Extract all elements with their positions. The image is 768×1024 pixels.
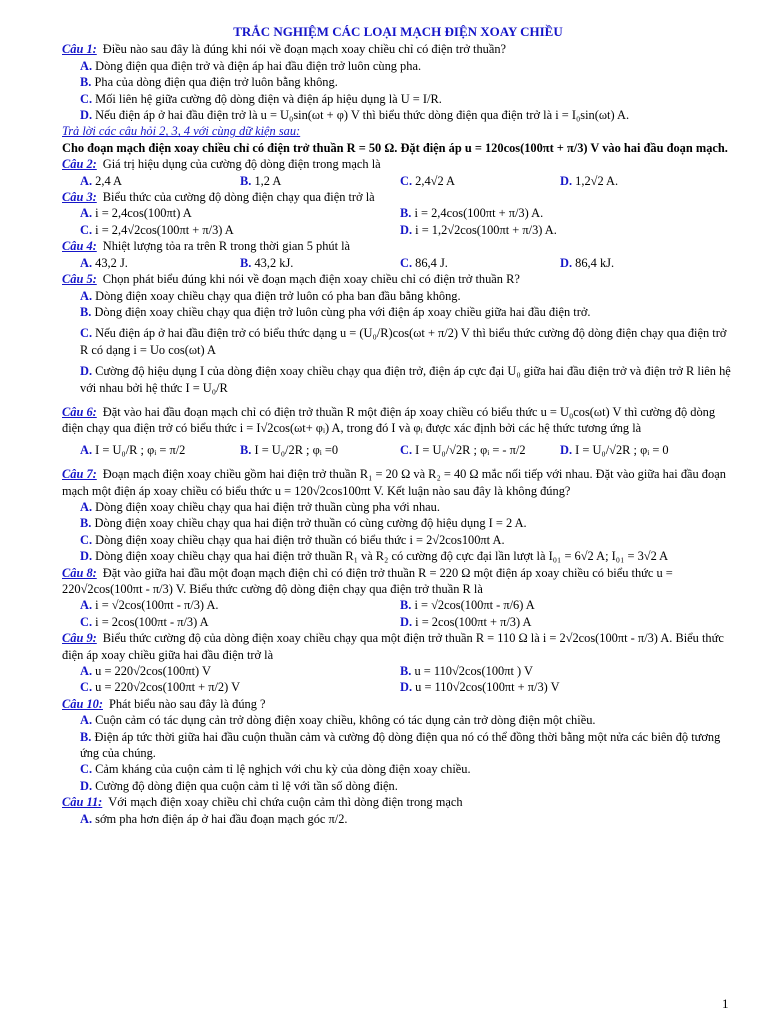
option-label: D. — [80, 778, 93, 793]
option-text: Dòng điện xoay chiều chạy qua hai điện trở thuần cùng pha với nhau. — [95, 499, 440, 514]
option-label: B. — [80, 75, 92, 90]
question-text: Nhiệt lượng tỏa ra trên R trong thời gian 5 phút là — [102, 239, 351, 254]
option-label: D. — [80, 549, 93, 564]
shared-data-note: Trả lời các câu hỏi 2, 3, 4 với cùng dữ kiện sau: — [62, 124, 301, 139]
option-text: Dòng điện xoay chiều chạy qua điện trở luôn cùng pha với điện áp xoay chiều giữa hai đầu điện trở. — [94, 304, 591, 319]
option-5b — [62, 304, 734, 320]
option-label: A. — [80, 664, 93, 679]
option-label: C. — [400, 442, 413, 457]
question-text: Phát biểu nào sau đây là đúng ? — [108, 696, 266, 711]
question-text: Giá trị hiệu dụng của cường độ dòng điện trong mạch là — [102, 157, 381, 172]
option-text: Nếu điện áp ở hai đầu điện trở là u = U₀sin(ωt + φ) V thì biểu thức dòng điện qua điện trở là i = I₀sin(ωt) A. — [95, 108, 630, 123]
option-label: A. — [80, 713, 93, 728]
option-text: 43,2 J. — [95, 255, 128, 270]
option-label: A. — [80, 206, 93, 221]
option-text: Dòng điện xoay chiều chạy qua hai điện trở thuần có biểu thức i = 2√2cos100πt A. — [95, 532, 505, 547]
option-text: 1,2√2 A. — [575, 173, 619, 188]
option-text: I = U₀/2R ; φᵢ =0 — [254, 442, 339, 457]
option-label: B. — [400, 206, 412, 221]
option-text: i = 2,4cos(100πt + π/3) A. — [414, 206, 544, 221]
options-row — [62, 663, 734, 679]
option-label: B. — [240, 255, 252, 270]
option-8a — [80, 597, 400, 613]
options-row — [62, 679, 734, 695]
option-text: i = 1,2√2cos(100πt + π/3) A. — [415, 222, 557, 237]
question-text: Biểu thức của cường độ dòng điện chạy qua điện trở là — [102, 190, 375, 205]
spacer — [62, 396, 734, 404]
option-4c — [400, 255, 560, 271]
question-number: Câu 2: — [62, 157, 97, 172]
options-row — [62, 442, 734, 458]
option-5d — [62, 363, 734, 396]
option-6c — [400, 442, 560, 458]
options-row — [62, 205, 734, 221]
question-5 — [62, 271, 734, 287]
options-row — [62, 173, 734, 189]
option-text: Điện áp tức thời giữa hai đầu cuộn thuần cảm và cường độ dòng điện qua nó có thể đồng thời bằng một nửa các biên độ tương ứng của chúng. — [80, 729, 721, 761]
option-1d — [62, 107, 734, 123]
option-2b — [240, 173, 400, 189]
page-number: 1 — [722, 996, 729, 1011]
option-text: u = 110√2cos(100πt + π/3) V — [415, 680, 560, 695]
option-text: I = U₀/R ; φᵢ = π/2 — [95, 442, 186, 457]
option-text: 1,2 A — [254, 173, 282, 188]
option-text: Cường độ dòng điện qua cuộn cảm tỉ lệ với tần số dòng điện. — [95, 778, 398, 793]
question-number: Câu 7: — [62, 467, 97, 482]
option-1a — [62, 58, 734, 74]
option-label: C. — [400, 255, 413, 270]
option-label: C. — [80, 222, 93, 237]
option-7c — [62, 532, 734, 548]
option-text: i = 2cos(100πt - π/3) A — [95, 614, 209, 629]
option-label: B. — [80, 516, 92, 531]
option-2c — [400, 173, 560, 189]
options-row — [62, 597, 734, 613]
question-10 — [62, 696, 734, 712]
option-text: I = U₀/√2R ; φᵢ = 0 — [575, 442, 669, 457]
option-10c — [62, 761, 734, 777]
question-text: Đoạn mạch điện xoay chiều gồm hai điện trở thuần R₁ = 20 Ω và R₂ = 40 Ω mắc nối tiếp với nhau. Đặt vào giữa hai đầu đoạn mạch một điện áp xoay chiều có biểu thức u = 120√2cos100πt V. Kết luận nào sau đây là không đúng? — [62, 467, 726, 498]
option-6d — [560, 442, 720, 458]
option-text: i = 2cos(100πt + π/3) A — [415, 614, 532, 629]
page-title: TRẮC NGHIỆM CÁC LOẠI MẠCH ĐIỆN XOAY CHIỀU — [233, 24, 563, 39]
option-3c — [80, 222, 400, 238]
option-4b — [240, 255, 400, 271]
option-11a — [62, 811, 734, 827]
option-text: Nếu điện áp ở hai đầu điện trở có biểu thức dạng u = (U₀/R)cos(ωt + π/2) V thì biểu thức cường độ dòng điện chạy qua điện trở R có dạng i = Uo cos(ωt) A — [80, 326, 727, 357]
question-8 — [62, 565, 734, 598]
option-label: B. — [80, 729, 92, 744]
options-row — [62, 222, 734, 238]
option-label: C. — [80, 91, 93, 106]
option-label: B. — [400, 598, 412, 613]
option-label: A. — [80, 442, 93, 457]
option-label: B. — [80, 304, 92, 319]
option-text: Mối liên hệ giữa cường độ dòng điện và điện áp hiệu dụng là U = I/R. — [95, 91, 442, 106]
option-label: C. — [80, 680, 93, 695]
option-text: 86,4 J. — [415, 255, 448, 270]
option-4a — [80, 255, 240, 271]
option-label: C. — [80, 614, 93, 629]
question-number: Câu 9: — [62, 631, 97, 646]
option-5a — [62, 288, 734, 304]
option-label: C. — [80, 762, 93, 777]
question-number: Câu 3: — [62, 190, 97, 205]
question-1 — [62, 41, 734, 57]
option-label: D. — [400, 680, 413, 695]
question-6 — [62, 404, 734, 437]
options-row — [62, 614, 734, 630]
option-label: D. — [560, 255, 573, 270]
question-2 — [62, 156, 734, 172]
option-2a — [80, 173, 240, 189]
option-text: i = 2,4cos(100πt) A — [95, 206, 192, 221]
options-row — [62, 255, 734, 271]
question-number: Câu 10: — [62, 696, 103, 711]
option-9b — [400, 663, 720, 679]
option-text: i = √2cos(100πt - π/3) A. — [95, 598, 219, 613]
option-5c — [62, 325, 734, 358]
question-text: Chọn phát biểu đúng khi nói về đoạn mạch điện xoay chiều chỉ có điện trở thuần R? — [102, 272, 520, 287]
option-text: u = 220√2cos(100πt + π/2) V — [95, 680, 241, 695]
option-8b — [400, 597, 720, 613]
option-8d — [400, 614, 720, 630]
option-label: D. — [80, 364, 93, 379]
option-text: 2,4√2 A — [415, 173, 456, 188]
option-text: Dòng điện xoay chiều chạy qua hai điện trở thuần có cùng cường độ hiệu dụng I = 2 A. — [94, 516, 527, 531]
option-9d — [400, 679, 720, 695]
option-label: A. — [80, 173, 93, 188]
option-text: Cường độ hiệu dụng I của dòng điện xoay chiều chạy qua điện trở, điện áp cực đại U₀ giữa hai đầu điện trở và điện trở R liên hệ với nhau bởi hệ thức I = U₀/R — [80, 364, 731, 395]
option-label: B. — [240, 173, 252, 188]
option-text: 43,2 kJ. — [254, 255, 294, 270]
option-7a — [62, 499, 734, 515]
option-7b — [62, 515, 734, 531]
option-10a — [62, 712, 734, 728]
question-number: Câu 4: — [62, 239, 97, 254]
option-text: 86,4 kJ. — [575, 255, 615, 270]
option-text: Cảm kháng của cuộn cảm tỉ lệ nghịch với chu kỳ của dòng điện xoay chiều. — [95, 762, 471, 777]
option-label: D. — [80, 108, 93, 123]
question-11 — [62, 794, 734, 810]
option-text: sớm pha hơn điện áp ở hai đầu đoạn mạch góc π/2. — [95, 811, 348, 826]
question-number: Câu 11: — [62, 795, 103, 810]
option-9c — [80, 679, 400, 695]
option-label: D. — [560, 442, 573, 457]
question-text: Biểu thức cường độ của dòng điện xoay chiều chạy qua một điện trở thuần R = 110 Ω là i = 2√2cos(100πt - π/3) A. Biểu thức điện áp xoay chiều giữa hai đầu điện trở là — [62, 631, 724, 662]
option-1b — [62, 74, 734, 90]
question-4 — [62, 238, 734, 254]
option-text: u = 110√2cos(100πt ) V — [414, 664, 533, 679]
question-text: Điều nào sau đây là đúng khi nói về đoạn mạch xoay chiều chỉ có điện trở thuần? — [102, 42, 507, 57]
option-7d — [62, 548, 734, 564]
option-label: A. — [80, 598, 93, 613]
question-9 — [62, 630, 734, 663]
option-text: u = 220√2cos(100πt) V — [95, 664, 211, 679]
question-number: Câu 8: — [62, 565, 97, 580]
shared-data-stem: Cho đoạn mạch điện xoay chiều chỉ có điện trở thuần R = 50 Ω. Đặt điện áp u = 120cos(100πt + π/3) V vào hai đầu đoạn mạch. — [62, 140, 728, 155]
option-text: 2,4 A — [95, 173, 123, 188]
option-label: C. — [80, 326, 93, 341]
option-2d — [560, 173, 720, 189]
option-text: Pha của dòng điện qua điện trở luôn bằng không. — [94, 75, 338, 90]
option-label: C. — [80, 532, 93, 547]
option-label: A. — [80, 499, 93, 514]
question-number: Câu 6: — [62, 404, 97, 419]
question-3 — [62, 189, 734, 205]
question-text: Với mạch điện xoay chiều chỉ chứa cuộn cảm thì dòng điện trong mạch — [108, 795, 463, 810]
option-10b — [62, 729, 734, 762]
option-label: A. — [80, 58, 93, 73]
option-text: Dòng điện xoay chiều chạy qua hai điện trở thuần R₁ và R₂ có cường độ cực đại lần lượt là I₀₁ = 6√2 A; I₀₁ = 3√2 A — [95, 549, 669, 564]
option-6b — [240, 442, 400, 458]
question-text: Đặt vào giữa hai đầu một đoạn mạch điện chỉ có điện trở thuần R = 220 Ω một điện áp xoay chiều có biểu thức u = 220√2cos(100πt - π/3) V. Biểu thức cường độ dòng điện chạy qua điện trở thuần R là — [62, 565, 673, 596]
question-text: Đặt vào hai đầu đoạn mạch chỉ có điện trở thuần R một điện áp xoay chiều có biểu thức u = U₀cos(ωt) V thì cường độ dòng điện chạy qua điện trở có biểu thức i = I√2cos(ωt+ φᵢ) A, trong đó I và φᵢ được xác định bởi các hệ thức tương ứng là — [62, 404, 716, 436]
option-label: B. — [400, 664, 412, 679]
option-text: i = 2,4√2cos(100πt + π/3) A — [95, 222, 234, 237]
option-1c — [62, 91, 734, 107]
option-8c — [80, 614, 400, 630]
option-9a — [80, 663, 400, 679]
option-3d — [400, 222, 720, 238]
option-4d — [560, 255, 720, 271]
option-label: D. — [560, 173, 573, 188]
option-text: i = √2cos(100πt - π/6) A — [414, 598, 535, 613]
option-text: Cuộn cảm có tác dụng cản trở dòng điện xoay chiều, không có tác dụng cản trở dòng điện một chiều. — [95, 713, 596, 728]
question-number: Câu 1: — [62, 42, 97, 57]
option-label: D. — [400, 222, 413, 237]
option-label: C. — [400, 173, 413, 188]
option-label: A. — [80, 811, 93, 826]
option-3b — [400, 205, 720, 221]
worksheet-content — [62, 24, 734, 827]
option-label: A. — [80, 288, 93, 303]
question-7 — [62, 466, 734, 499]
spacer — [62, 458, 734, 466]
option-text: I = U₀/√2R ; φᵢ = - π/2 — [415, 442, 526, 457]
option-3a — [80, 205, 400, 221]
question-number: Câu 5: — [62, 272, 97, 287]
option-label: A. — [80, 255, 93, 270]
option-label: B. — [240, 442, 252, 457]
option-label: D. — [400, 614, 413, 629]
option-text: Dòng điện xoay chiều chạy qua điện trở luôn có pha ban đầu bằng không. — [95, 288, 461, 303]
option-text: Dòng điện qua điện trở và điện áp hai đầu điện trở luôn cùng pha. — [95, 58, 422, 73]
option-6a — [80, 442, 240, 458]
option-10d — [62, 778, 734, 794]
